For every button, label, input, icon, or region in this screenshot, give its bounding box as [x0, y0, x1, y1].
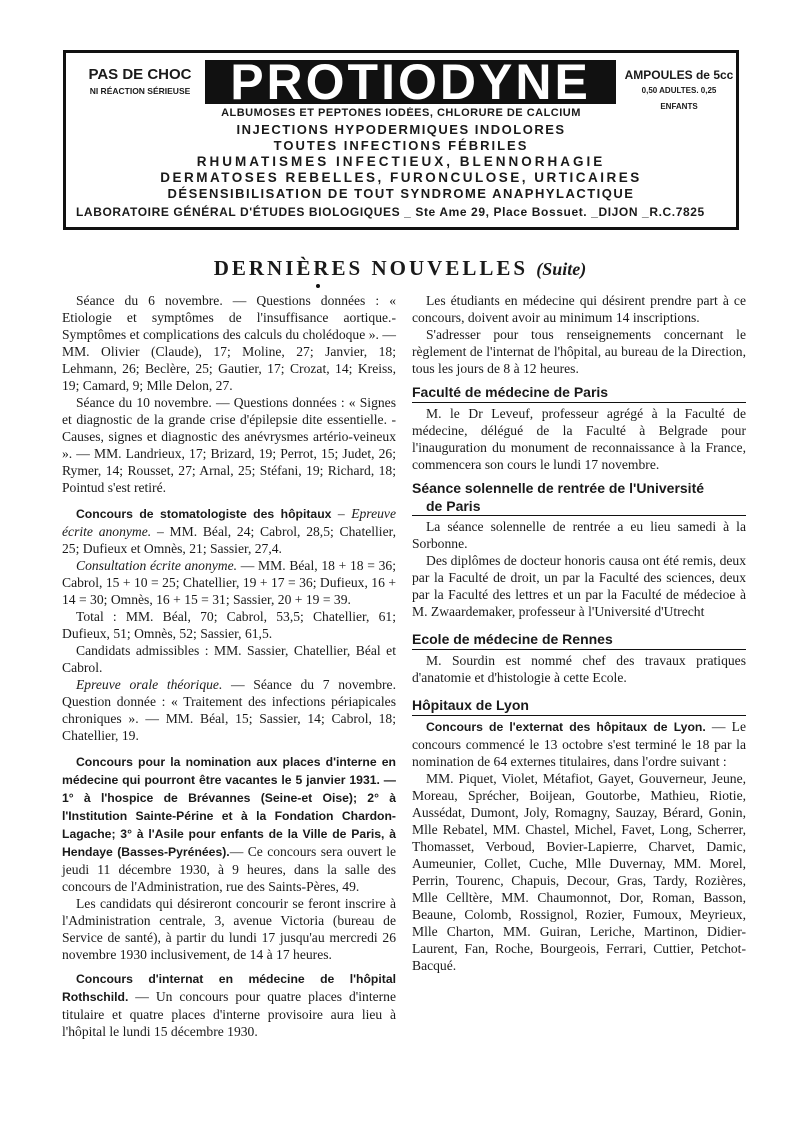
spacer [62, 744, 396, 753]
italic-text: Epreuve orale théorique. [76, 677, 223, 692]
page-title-main: DERNIÈRES NOUVELLES [213, 256, 529, 280]
paragraph: Séance du 6 novembre. — Questions données : « Etiologie et symptômes de l'insuffisance aortique.- Symptômes et complications des calculs du cholédoque ». — MM. Olivier (Claude), 17; Moline, 27; Janvier, 18; Lehmann, 26; Beclère, 25; Gautier, 17; Crozat, 14; Kreiss, 19; Camard, 9; Mlle Delon, 27. [62, 293, 396, 393]
paragraph-text: — Séance du 7 novembre. Question donnée : « Traitement des infections périapicales chroniques ». — MM. Béal, 15; Sassier, 14; Cabrol, 18; Chatellier, 19. [62, 677, 396, 743]
ad-line: DÉSENSIBILISATION DE TOUT SYNDROME ANAPHYLACTIQUE [167, 186, 635, 201]
right-column [412, 292, 746, 974]
section-heading-lyon: Hôpitaux de Lyon [412, 696, 746, 716]
paragraph: M. le Dr Leveuf, professeur agrégé à la Faculté de médecine, délégué de la Faculté à Belgrade pour l'inauguration du monument de reconnaissance à la France, commencera son cours le lundi 17 novembre. [412, 406, 746, 472]
paragraph [62, 505, 396, 557]
left-column [62, 292, 396, 1040]
ad-laboratory-line: LABORATOIRE GÉNÉRAL D'ÉTUDES BIOLOGIQUES _ Ste Ame 29, Place Bossuet. _DIJON _R.C.7825 [76, 205, 705, 219]
spacer [62, 496, 396, 505]
paragraph: La séance solennelle de rentrée a eu lieu samedi à la Sorbonne. [412, 519, 746, 551]
paragraph-text: — Un concours pour quatre places d'interne titulaire et quatre places d'interne provisoire aura lieu à l'hôpital le lundi 15 décembre 1930. [62, 989, 396, 1039]
section-heading-rennes: Ecole de médecine de Rennes [412, 630, 746, 650]
paragraph: Les candidats qui désireront concourir se feront inscrire à l'Administration centrale, 3, avenue Victoria (bureau de Service de santé), à partir du lundi 17 jusqu'au mercredi 26 novembre 1930 inclusivement, de 14 à 17 heures. [62, 896, 396, 962]
paragraph-text: — Le concours commencé le 13 octobre s'est terminé le 18 par la nomination de 64 externes titulaires, dans l'ordre suivant : [412, 719, 747, 769]
section-heading-universite-line2: de Paris [412, 497, 746, 516]
paragraph: M. Sourdin est nommé chef des travaux pratiques d'anatomie et d'histologie à cette Ecole. [412, 653, 746, 685]
paragraph: S'adresser pour tous renseignements concernant le règlement de l'internat de l'hôpital, au bureau de la Direction, tous les jours de 8 à 12 heures. [412, 327, 746, 376]
ad-line: DERMATOSES REBELLES, FURONCULOSE, URTICAIRES [160, 170, 642, 185]
paragraph: Total : MM. Béal, 70; Cabrol, 53,5; Chatellier, 61; Dufieux, 51; Omnès, 52; Sassier, 61,5. [62, 609, 396, 641]
paragraph [412, 718, 746, 770]
ad-line: ALBUMOSES ET PEPTONES IODÉES, CHLORURE DE CALCIUM [221, 107, 581, 119]
protiodyne-advertisement [63, 50, 739, 230]
paragraph: Candidats admissibles : MM. Sassier, Chatellier, Béal et Cabrol. [62, 643, 396, 675]
section-heading-faculte-paris: Faculté de médecine de Paris [412, 383, 746, 403]
paragraph: Les étudiants en médecine qui désirent prendre part à ce concours, doivent avoir au minimum 14 inscriptions. [412, 293, 746, 325]
ad-left-block [74, 67, 206, 99]
paragraph: Séance du 10 novembre. — Questions données : « Signes et diagnostic de la grande crise d'épilepsie dite essentielle. - Causes, signes et diagnostic des anévrysmes artério-veineux ». — MM. Landrieux, 17; Brizard, 19; Perrot, 15; Judet, 26; Rymer, 14; Rousset, 27; Arnal, 25; Stéfani, 19; Richard, 18; Pointud s'est retiré. [62, 395, 396, 495]
paragraph-text: — MM. Béal, 18 + 18 = 36; Cabrol, 15 + 10 = 25; Chatellier, 19 + 17 = 36; Dufieux, 16 + 14 = 30; Omnès, 16 + 15 = 31; Sassier, 20 + 19 = 39. [62, 558, 396, 607]
italic-text: – Epreuve écrite anonyme. [62, 506, 396, 539]
italic-text: Consultation écrite anonyme. [76, 558, 238, 573]
paragraph-text: – MM. Béal, 24; Cabrol, 28,5; Chatellier, 25; Dufieux et Omnès, 21; Sassier, 27,4. [62, 524, 396, 556]
ad-right-line1: AMPOULES de 5cc [624, 68, 734, 82]
section-heading-inline: Concours pour la nomination aux places d'interne en médecine qui pourront être vacantes le 5 janvier 1931. — 1° à l'hospice de Brévannes (Seine-et Oise); 2° à l'Institution Sainte-Périne et à la Fondation Chardon-Lagache; 3° à l'Asile pour enfants de la Ville de Paris, à Hendaye (Basses-Pyrénées). [62, 755, 396, 859]
section-heading-inline: Concours d'internat en médecine de l'hôpital Rothschild. [62, 972, 396, 1004]
page-title [0, 256, 800, 281]
page-title-suite: (Suite) [536, 259, 587, 279]
paragraph-text: — Ce concours sera ouvert le jeudi 11 décembre 1930, à 9 heures, dans la salle des concours de l'Administration, rue des Saints-Pères, 49. [62, 844, 396, 894]
section-heading-inline: Concours de l'externat des hôpitaux de Lyon. [426, 720, 706, 734]
ad-left-line2: NI RÉACTION SÉRIEUSE [89, 86, 191, 96]
paragraph: Des diplômes de docteur honoris causa ont été remis, deux par la Faculté de droit, un par la Faculté des sciences, deux par la Faculté des lettres et un par la Faculté de médecioe à M. Zwaardemaker, professeur à l'Université d'Utrecht [412, 553, 746, 619]
ad-line: INJECTIONS HYPODERMIQUES INDOLORES [236, 122, 566, 137]
ad-left-line1: PAS DE CHOC [88, 66, 192, 83]
name-list: MM. Piquet, Violet, Métafiot, Gayet, Gouverneur, Jeune, Moreau, Sprécher, Boijean, Goutorbe, Mathieu, Riotie, Aussédat, Dumont, Joly, Romagny, Sauzay, Bérard, Gonin, Mlle Rebatel, MM. Chastel, Michel, Favet, Long, Scherrer, Thomasset, Verboud, Bovier-Lapierre, Charvet, Damic, Aumeunier, Collet, Cuche, Mlle Duvernay, MM. Morel, Perrin, Tourenc, Chapuis, Decour, Gras, Tardy, Rozières, Mlle Celltère, MM. Chaumonnot, Dor, Roman, Basson, Beaune, Colomb, Rossignol, Rozier, Fumoux, Meyrieux, Mlle Charton, MM. Guiran, Leriche, Martinon, Didier-Laurent, Fan, Roche, Bourgeois, Ferrari, Cuttier, Petchot-Bacqué. [412, 771, 746, 973]
ad-brand-name: PROTIODYNE [205, 60, 616, 104]
ad-line: RHUMATISMES INFECTIEUX, BLENNORHAGIE [196, 154, 606, 169]
paragraph [62, 557, 396, 608]
section-heading-universite: Séance solennelle de rentrée de l'Université [412, 480, 705, 496]
paragraph [62, 970, 396, 1040]
ad-line: TOUTES INFECTIONS FÉBRILES [273, 138, 529, 153]
paragraph [62, 676, 396, 744]
bullet-dot [316, 284, 320, 288]
spacer [62, 963, 396, 970]
section-heading-inline: Concours de stomatologiste des hôpitaux [76, 507, 332, 521]
ad-right-line2: 0,50 ADULTES. 0,25 ENFANTS [641, 86, 717, 111]
paragraph [62, 753, 396, 895]
